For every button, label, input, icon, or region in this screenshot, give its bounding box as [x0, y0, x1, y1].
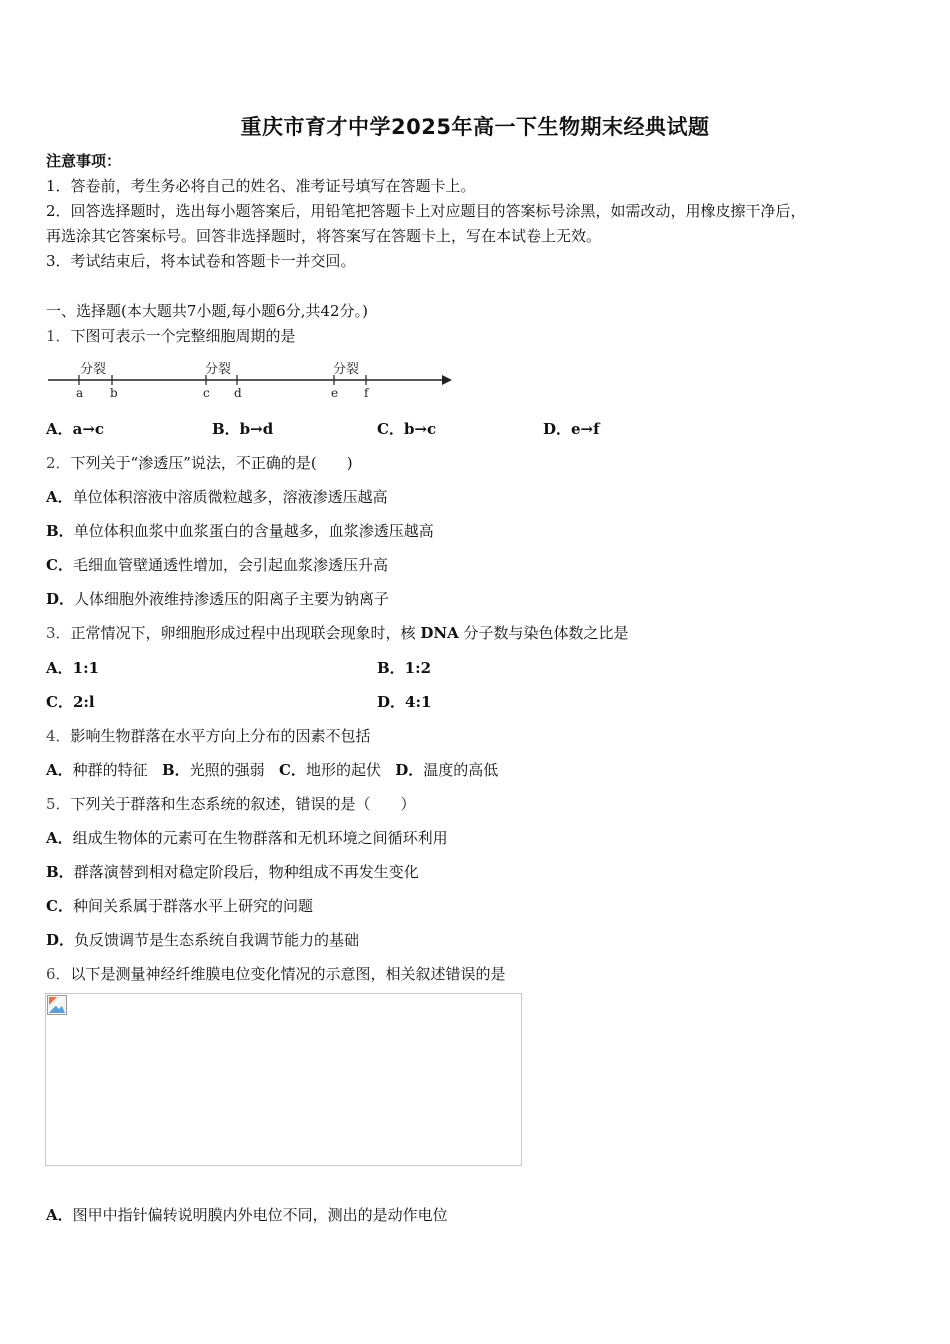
division-label-2: 分裂 [205, 362, 232, 377]
notice-item: 再选涂其它答案标号。回答非选择题时，将答案写在答题卡上，写在本试卷上无效。 [46, 227, 602, 245]
option-b: B．群落演替到相对稳定阶段后，物种组成不再发生变化 [46, 863, 419, 881]
division-label-3: 分裂 [333, 362, 360, 377]
broken-image-placeholder [45, 993, 522, 1166]
option-b: B．b→d [212, 420, 274, 438]
timeline-arrowhead [442, 375, 452, 385]
question-2 [46, 452, 353, 474]
option-a: A．1:1 [46, 659, 100, 677]
page-title: 重庆市育才中学2025年高一下生物期末经典试题 [240, 115, 710, 139]
point-label-b: b [110, 386, 118, 400]
option-b: B．单位体积血浆中血浆蛋白的含量越多，血浆渗透压越高 [46, 522, 434, 540]
option-d: D．人体细胞外液维持渗透压的阳离子主要为钠离子 [46, 590, 390, 608]
division-label-1: 分裂 [80, 362, 107, 377]
question-number: 2． [46, 454, 71, 472]
point-label-d: d [234, 386, 242, 400]
option-d: D．负反馈调节是生态系统自我调节能力的基础 [46, 931, 360, 949]
option-a: A．a→c [46, 420, 105, 438]
question-text: 影响生物群落在水平方向上分布的因素不包括 [70, 727, 371, 745]
option-d: D．4:1 [377, 693, 432, 711]
question-number: 4． [46, 727, 71, 745]
option-d: D．e→f [543, 420, 600, 438]
question-number: 3． [46, 624, 71, 642]
question-1 [46, 325, 296, 347]
question-text: 下列关于群落和生态系统的叙述，错误的是（ ） [70, 795, 416, 813]
question-4 [46, 725, 371, 747]
notice-item: 3．考试结束后，将本试卷和答题卡一并交回。 [46, 252, 356, 270]
notice-heading: 注意事项： [46, 152, 122, 170]
option-a: A．图甲中指针偏转说明膜内外电位不同，测出的是动作电位 [46, 1206, 448, 1224]
question-6 [46, 963, 506, 985]
notice-item: 2．回答选择题时，选出每小题答案后，用铅笔把答题卡上对应题目的答案标号涂黑，如需改动，用橡皮擦干净后， [46, 202, 806, 220]
point-label-f: f [364, 386, 369, 400]
question-3: 3．正常情况下，卵细胞形成过程中出现联会现象时，核 DNA 分子数与染色体数之比是 [46, 624, 629, 642]
question-text: 以下是测量神经纤维膜电位变化情况的示意图，相关叙述错误的是 [70, 965, 506, 983]
notice-item: 1．答卷前，考生务必将自己的姓名、准考证号填写在答题卡上。 [46, 177, 476, 195]
option-a: A．组成生物体的元素可在生物群落和无机环境之间循环利用 [46, 829, 448, 847]
question-number: 1． [46, 327, 71, 345]
question-number: 5． [46, 795, 71, 813]
section-heading: 一、选择题(本大题共7小题,每小题6分,共42分。) [46, 302, 368, 320]
point-label-e: e [331, 386, 339, 400]
question-number: 6． [46, 965, 71, 983]
question-text: 下列关于“渗透压”说法，不正确的是( ) [70, 454, 353, 472]
option-c: C．种间关系属于群落水平上研究的问题 [46, 897, 313, 915]
option-a: A．单位体积溶液中溶质微粒越多，溶液渗透压越高 [46, 488, 388, 506]
cell-cycle-timeline-figure [46, 358, 456, 402]
question-text: 下图可表示一个完整细胞周期的是 [70, 327, 296, 345]
point-label-a: a [76, 386, 84, 400]
broken-image-icon [47, 995, 67, 1015]
point-label-c: c [203, 386, 210, 400]
option-c: C．2:l [46, 693, 95, 711]
option-b: B．1:2 [377, 659, 432, 677]
options-row: A．种群的特征 B．光照的强弱 C．地形的起伏 D．温度的高低 [46, 761, 499, 779]
question-5 [46, 793, 416, 815]
option-c: C．b→c [377, 420, 437, 438]
option-c: C．毛细血管壁通透性增加，会引起血浆渗透压升高 [46, 556, 388, 574]
